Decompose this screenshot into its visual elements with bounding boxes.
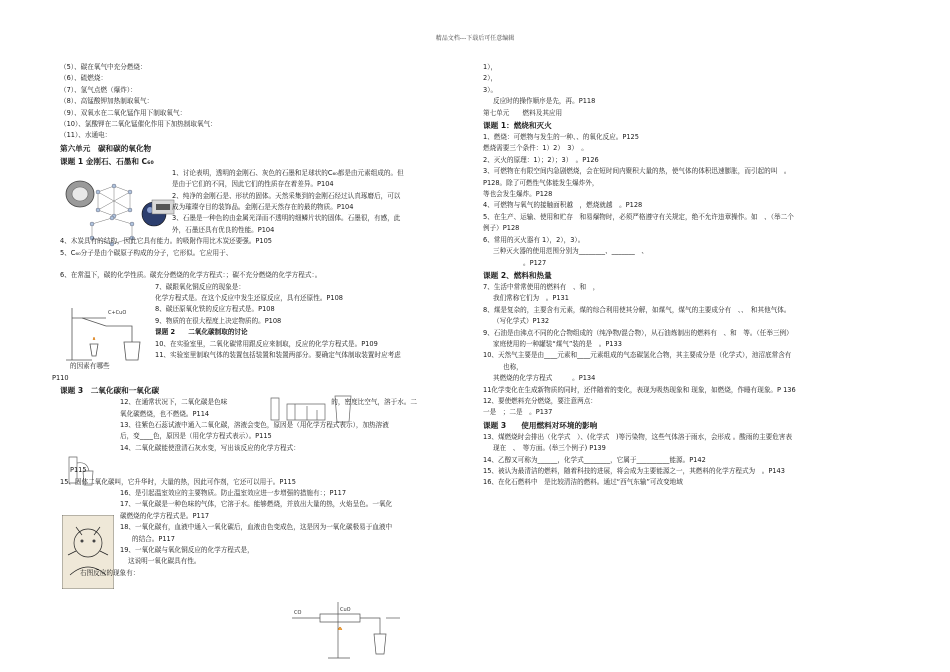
text-line: 4、可燃物与氧气的接触面积越 ，燃烧就越 。P128 (483, 201, 643, 210)
svg-text:CuO: CuO (340, 607, 351, 613)
text-line: 3、可燃物在有限空间内急剧燃烧，会在短时间内聚积大量的热，使气体的体积迅速膨胀，而引起的叫 。 (483, 167, 791, 176)
text-line: （5）、碳在氧气中充分燃烧： (60, 63, 147, 71)
svg-text:C+CuO: C+CuO (108, 310, 127, 316)
text-line: （10）、氯酸钾在二氧化锰催化作用下加热制取氧气： (60, 120, 217, 129)
text-line: 成为璀璨夺目的装饰品。金刚石是天然存在的最的物质。P104 (172, 203, 354, 212)
unit-heading: 第六单元 碳和碳的氧化物 (60, 143, 152, 153)
right-column (483, 62, 903, 489)
text-line: 碳燃烧的化学方程式是。P117 (120, 511, 210, 520)
text-line: （9）、双氧水在二氧化锰作用下制取氧气： (60, 108, 187, 117)
text-line: 其燃烧的化学方程式 。P134 (493, 374, 596, 383)
text-line: 8、煤是复杂的，主要含有元素，煤的综合利用使其分解，如煤气，煤气的主要成分有 、、 和其他气体。 (483, 305, 791, 314)
text-line: 9、石油是由沸点不同的化合物组成的（纯净物/混合物），从石油炼制出的燃料有 、和 等。（任举三例） (483, 328, 793, 337)
text-line: 14、二氧化碳能使澄清石灰水变，写出该反应的化学方程式： (120, 443, 300, 452)
text-line: 15、被认为最清洁的燃料，随着科技的进展，将会成为主要能源之一，其燃料的化学方程式为 。P143 (483, 467, 785, 475)
text-line: 8、碳还原氧化铁的反应方程式是。P108 (155, 305, 275, 314)
text-line: 家庭使用的一种罐装“煤气”装的是 。P133 (493, 339, 622, 348)
text-line: 这说明一氧化碳具有性。 (128, 557, 201, 566)
svg-text:CO: CO (294, 610, 302, 616)
lesson-heading: 课题 3 二氧化碳和一氧化碳 (60, 386, 160, 396)
text-line: 5、在生产、运输、使用和贮存 和易爆物时，必须严格遵守有关规定，绝不允许违章操作。如 、（举二个 (483, 212, 794, 221)
text-line: P110 (52, 373, 69, 382)
text-line: 6、在常温下，碳的化学性质。碳充分燃烧的化学方程式：；碳不充分燃烧的化学方程式：。 (60, 271, 322, 280)
text-line: 5、C₆₀分子是由个碳原子构成的分子，它形似。它应用于、 (60, 248, 233, 257)
text-line: 。P127 (523, 258, 547, 267)
lesson-heading: 课题 1：燃烧和灭火 (483, 121, 552, 131)
text-line: （11）、水通电： (60, 131, 112, 140)
lesson-heading: 课题 2、燃料和热量 (483, 270, 552, 280)
text-line: 11、实验室里制取气体的装置包括装置和装置两部分。要确定气体制取装置时应考虑 (155, 350, 401, 359)
text-line: 现在 、 等方面。(举三个例子) P139 (493, 444, 606, 453)
text-line: 右图反应的现象有： (80, 568, 140, 577)
text-line: 是由于它们的不同，因此它们的性质存在着差异。P104 (172, 180, 334, 189)
text-line: 13、煤燃烧时会排出（化学式 ）、(化学式 )等污染物，这些气体溶于雨水，会形成 。酸雨的主要危害表 (483, 432, 793, 441)
text-line: 19、一氧化碳与氧化铜反应的化学方程式是， (120, 546, 254, 555)
text-line: 后，变____色，原因是（用化学方程式表示）。P115 (120, 432, 272, 441)
spacer (60, 259, 460, 270)
text-line: 化学方程式是。在这个反应中发生还原反应，具有还原性。P108 (155, 293, 343, 302)
text-line: 等也会发生爆炸。P128 (483, 190, 553, 199)
text-line: 反应时的操作顺序是先，再。P118 (493, 97, 596, 106)
text-line: 4、木炭具有的结构，因此它具有能力。的吸附作用比木炭还要强。P105 (60, 237, 272, 246)
text-line: （8）、高锰酸钾加热制取氧气： (60, 97, 154, 106)
text-line: （6）、硫燃烧： (60, 74, 108, 83)
spacer (60, 454, 460, 465)
text-line: 13、往紫色石蕊试液中通入二氧化碳，溶液会变色，原因是（用化学方程式表示），加热溶液 (120, 420, 389, 429)
text-line: 10、在实验室里，二氧化碳常用跟反应来制取，反应的化学方程式是。P109 (155, 339, 378, 348)
text-line: 例子）P128 (483, 224, 520, 233)
text-line: 14、乙醇又可称为______，化学式________，它属于__________能源。P142 (483, 455, 706, 464)
co-reduction-apparatus-figure (290, 600, 406, 660)
text-line (60, 397, 460, 408)
text-line: 一是 ；二是 。P137 (483, 408, 553, 417)
text-line: 燃烧需要三个条件：1）2） 3） 。 (483, 144, 588, 153)
text-line: 18、一氧化碳有，血液中通入一氧化碳后，血液由色变成色，这是因为一氧化碳极易于血液中 (120, 523, 393, 532)
text-line: P115 (70, 466, 87, 475)
lesson-heading: 课题 3 使用燃料对环境的影响 (483, 420, 598, 430)
text-line: 我们常称它们为 。P131 (493, 294, 569, 303)
text-line: 外，石墨还具有优良的性能。P104 (172, 225, 275, 234)
text-line: 氧化碳燃烧，也不燃烧。P114 (120, 409, 210, 418)
text-line: 15、固体二氧化碳叫，它升华时，大量的热，因此可作剂，它还可以用于。P115 (60, 477, 296, 486)
text-line: P128。除了可燃性气体能发生爆炸外， (483, 178, 599, 187)
text-line: （写化学式）P132 (493, 317, 550, 326)
text-line: 的因素有哪些 (70, 362, 110, 371)
text-line: 10、天然气主要是由____元素和____元素组成的气态碳氢化合物，其主要成分是（化学式），池沼底常含有 (483, 351, 792, 360)
text-line: 1）， (483, 63, 498, 71)
text-line: 3）。 (483, 85, 498, 94)
text-segment: 的，密度比空气，溶于水。二 (331, 398, 418, 407)
lesson-heading: 课题 2 二氧化碳制取的讨论 (155, 328, 248, 337)
text-line: 三种灭火器的使用范围分别为________、_______ 、 (493, 247, 648, 256)
text-line: 7、碳跟氧化铜反应的现象是： (155, 282, 245, 291)
text-line: 1、燃烧：可燃物与发生的一种、、的氧化反应。P125 (483, 133, 639, 142)
text-line: （7）、氢气点燃（爆炸）： (60, 85, 137, 94)
text-line: 16、是引起温室效应的主要物质。防止温室效应进一步增强的措施有：；P117 (120, 489, 347, 497)
text-line: 11化学变化在生成新物质的同时，还伴随着的变化，表现为吸热现象和 现象，如燃烧，作睡有现象。P 136 (483, 385, 796, 394)
text-line: 12、要使燃料充分燃烧，要注意两点： (483, 396, 597, 405)
text-line: 6、常用的灭火器有 1），2），3）。 (483, 235, 585, 244)
text-line: 7、生活中常常使用的燃料有 、和 ， (483, 282, 600, 291)
text-line: 17、一氧化碳是一种色味的气体，它溶于水。能够燃烧，并放出大量的热，火焰呈色。一氧化 (120, 500, 393, 509)
left-column (52, 62, 460, 579)
page-header: 精品文档---下载后可任意编辑 (435, 35, 515, 42)
text-line: 2、灭火的原理：1）；2）；3） 。P126 (483, 155, 599, 164)
unit-heading: 第七单元 燃料及其应用 (483, 108, 563, 117)
lesson-heading: 课题 1 金刚石、石墨和 C₆₀ (60, 156, 154, 166)
text-line: 2）， (483, 74, 498, 83)
text-line: 的结合。P117 (132, 534, 175, 543)
text-segment: 12、在通常状况下，二氧化碳是色味 (120, 398, 228, 407)
text-line: 9、物质的在很大程度上决定物质的。P108 (155, 316, 282, 325)
text-line: 2、纯净的金刚石是、形状的固体。天然采集到的金刚石经过认真琢磨后，可以 (172, 191, 401, 200)
text-line: 也称， (503, 362, 523, 371)
text-line: 3、石墨是一种色的由金属光泽而不透明的细鳞片状的固体。石墨很，有感，此 (172, 214, 401, 223)
text-line: 16、在化石燃料中 是比较清洁的燃料。通过“西气东输”可改变地域 (483, 478, 683, 487)
text-line: 1、讨论表明，透明的金刚石、灰色的石墨和足球状的C₆₀都是由元素组成的。但 (172, 168, 404, 177)
